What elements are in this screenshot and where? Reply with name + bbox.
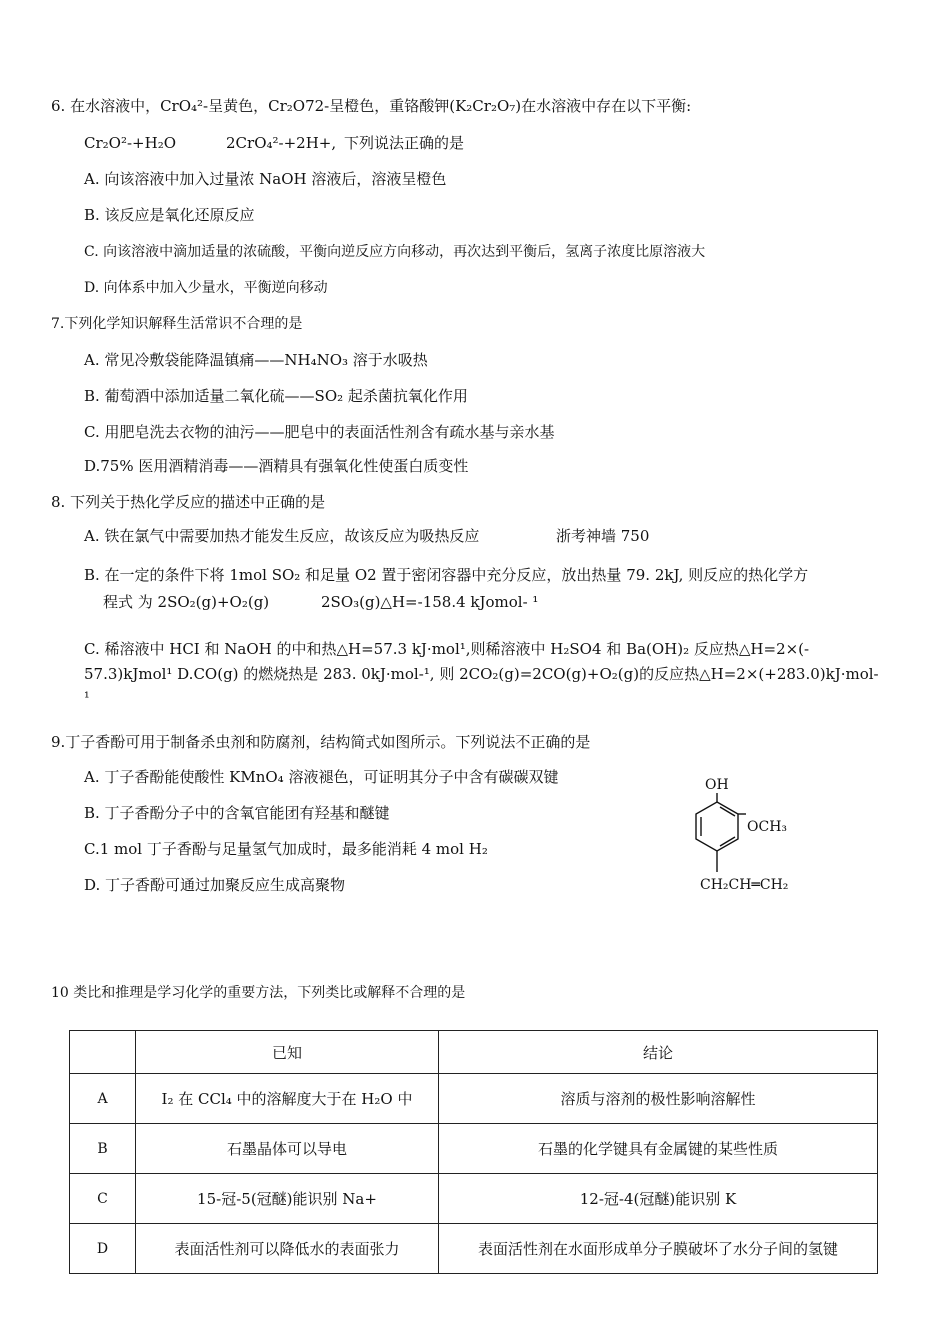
benzene-ring [696,793,746,872]
q6-eq-left: Cr₂O²-+H₂O [84,134,176,152]
table-header-blank [70,1031,136,1074]
och3-label: OCH₃ [747,819,788,835]
table-header-conclusion: 结论 [439,1031,878,1074]
q7-stem: 7.下列化学知识解释生活常识不合理的是 [51,316,303,332]
q6-option-d: D. 向体系中加入少量水，平衡逆向移动 [84,280,328,296]
q8-option-b-line1: B. 在一定的条件下将 1mol SO₂ 和足量 O2 置于密闭容器中充分反应，放出热量 79. 2kJ, 则反应的热化学方 [84,566,809,584]
q8-option-a [84,526,650,546]
q8-option-b-line2 [103,592,539,612]
table-row [70,1074,878,1124]
q6-option-c: C. 向该溶液中滴加适量的浓硫酸，平衡向逆反应方向移动，再次达到平衡后，氢离子浓度比原溶液大 [84,244,706,260]
q9-option-c: C.1 mol 丁子香酚与足量氢气加成时，最多能消耗 4 mol H₂ [84,840,488,858]
q7-option-a: A. 常见冷敷袋能降温镇痛——NH₄NO₃ 溶于水吸热 [84,351,428,369]
table-row [70,1124,878,1174]
q7-option-b: B. 葡萄酒中添加适量二氧化硫——SO₂ 起杀菌抗氧化作用 [84,387,468,405]
row-conclusion: 表面活性剂在水面形成单分子膜破坏了水分子间的氢键 [439,1224,878,1274]
table-row [70,1174,878,1224]
q10-stem: 10 类比和推理是学习化学的重要方法，下列类比或解释不合理的是 [51,985,466,1001]
table-row [70,1224,878,1274]
q9-option-b: B. 丁子香酚分子中的含氧官能团有羟基和醚键 [84,804,390,822]
row-label: C [70,1174,136,1224]
row-known: I₂ 在 CCl₄ 中的溶解度大于在 H₂O 中 [136,1074,439,1124]
q6-option-a: A. 向该溶液中加入过量浓 NaOH 溶液后，溶液呈橙色 [84,170,447,188]
row-known: 15-冠-5(冠醚)能识别 Na+ [136,1174,439,1224]
q8-option-a-note: 浙考神墙 750 [556,527,650,545]
row-conclusion: 12-冠-4(冠醚)能识别 K [439,1174,878,1224]
q8-option-b-eq-right: 2SO₃(g)△H=-158.4 kJomol- ¹ [321,593,539,611]
q8-option-c-line3: ¹ [84,690,90,706]
q6-option-b: B. 该反应是氧化还原反应 [84,206,255,224]
table-header-row [70,1031,878,1074]
row-label: A [70,1074,136,1124]
q6-eq-right: 2CrO₄²-+2H+, [226,134,337,152]
q6-eq-tail: 下列说法正确的是 [344,134,465,152]
q9-stem: 9.丁子香酚可用于制备杀虫剂和防腐剂，结构简式如图所示。下列说法不正确的是 [51,733,591,751]
q8-option-a-text: A. 铁在氯气中需要加热才能发生反应，故该反应为吸热反应 [84,527,480,545]
comparison-table [69,1030,878,1274]
q8-option-c-line2: 57.3)kJmol¹ D.CO(g) 的燃烧热是 283. 0kJ·mol-¹, 则 2CO₂(g)=2CO(g)+O₂(g)的反应热△H=2×(+283.0)kJ·mol- [84,665,879,683]
row-label: B [70,1124,136,1174]
q9-option-d: D. 丁子香酚可通过加聚反应生成高聚物 [84,876,346,894]
allyl-chain-label: CH₂CH═CH₂ [700,877,789,893]
table-header-known: 已知 [136,1031,439,1074]
row-known: 石墨晶体可以导电 [136,1124,439,1174]
q6-equilibrium [84,133,465,153]
oh-label: OH [705,777,729,793]
q8-option-c-line1: C. 稀溶液中 HCI 和 NaOH 的中和热△H=57.3 kJ·mol¹,则稀溶液中 H₂SO4 和 Ba(OH)₂ 反应热△H=2×(- [84,640,810,658]
row-conclusion: 石墨的化学键具有金属键的某些性质 [439,1124,878,1174]
row-known: 表面活性剂可以降低水的表面张力 [136,1224,439,1274]
row-label: D [70,1224,136,1274]
row-conclusion: 溶质与溶剂的极性影响溶解性 [439,1074,878,1124]
q8-option-b-eq-left: 程式 为 2SO₂(g)+O₂(g) [103,593,270,611]
eugenol-structure [680,772,860,902]
q8-stem: 8. 下列关于热化学反应的描述中正确的是 [51,493,326,511]
q6-stem: 6. 在水溶液中，CrO₄²-呈黄色，Cr₂O72-呈橙色，重铬酸钾(K₂Cr₂O₇)在水溶液中存在以下平衡: [51,97,692,115]
q7-option-d: D.75% 医用酒精消毒——酒精具有强氧化性使蛋白质变性 [84,457,469,475]
q9-option-a: A. 丁子香酚能使酸性 KMnO₄ 溶液褪色，可证明其分子中含有碳碳双键 [84,768,559,786]
q7-option-c: C. 用肥皂洗去衣物的油污——肥皂中的表面活性剂含有疏水基与亲水基 [84,423,555,441]
ring-outline [696,802,738,851]
